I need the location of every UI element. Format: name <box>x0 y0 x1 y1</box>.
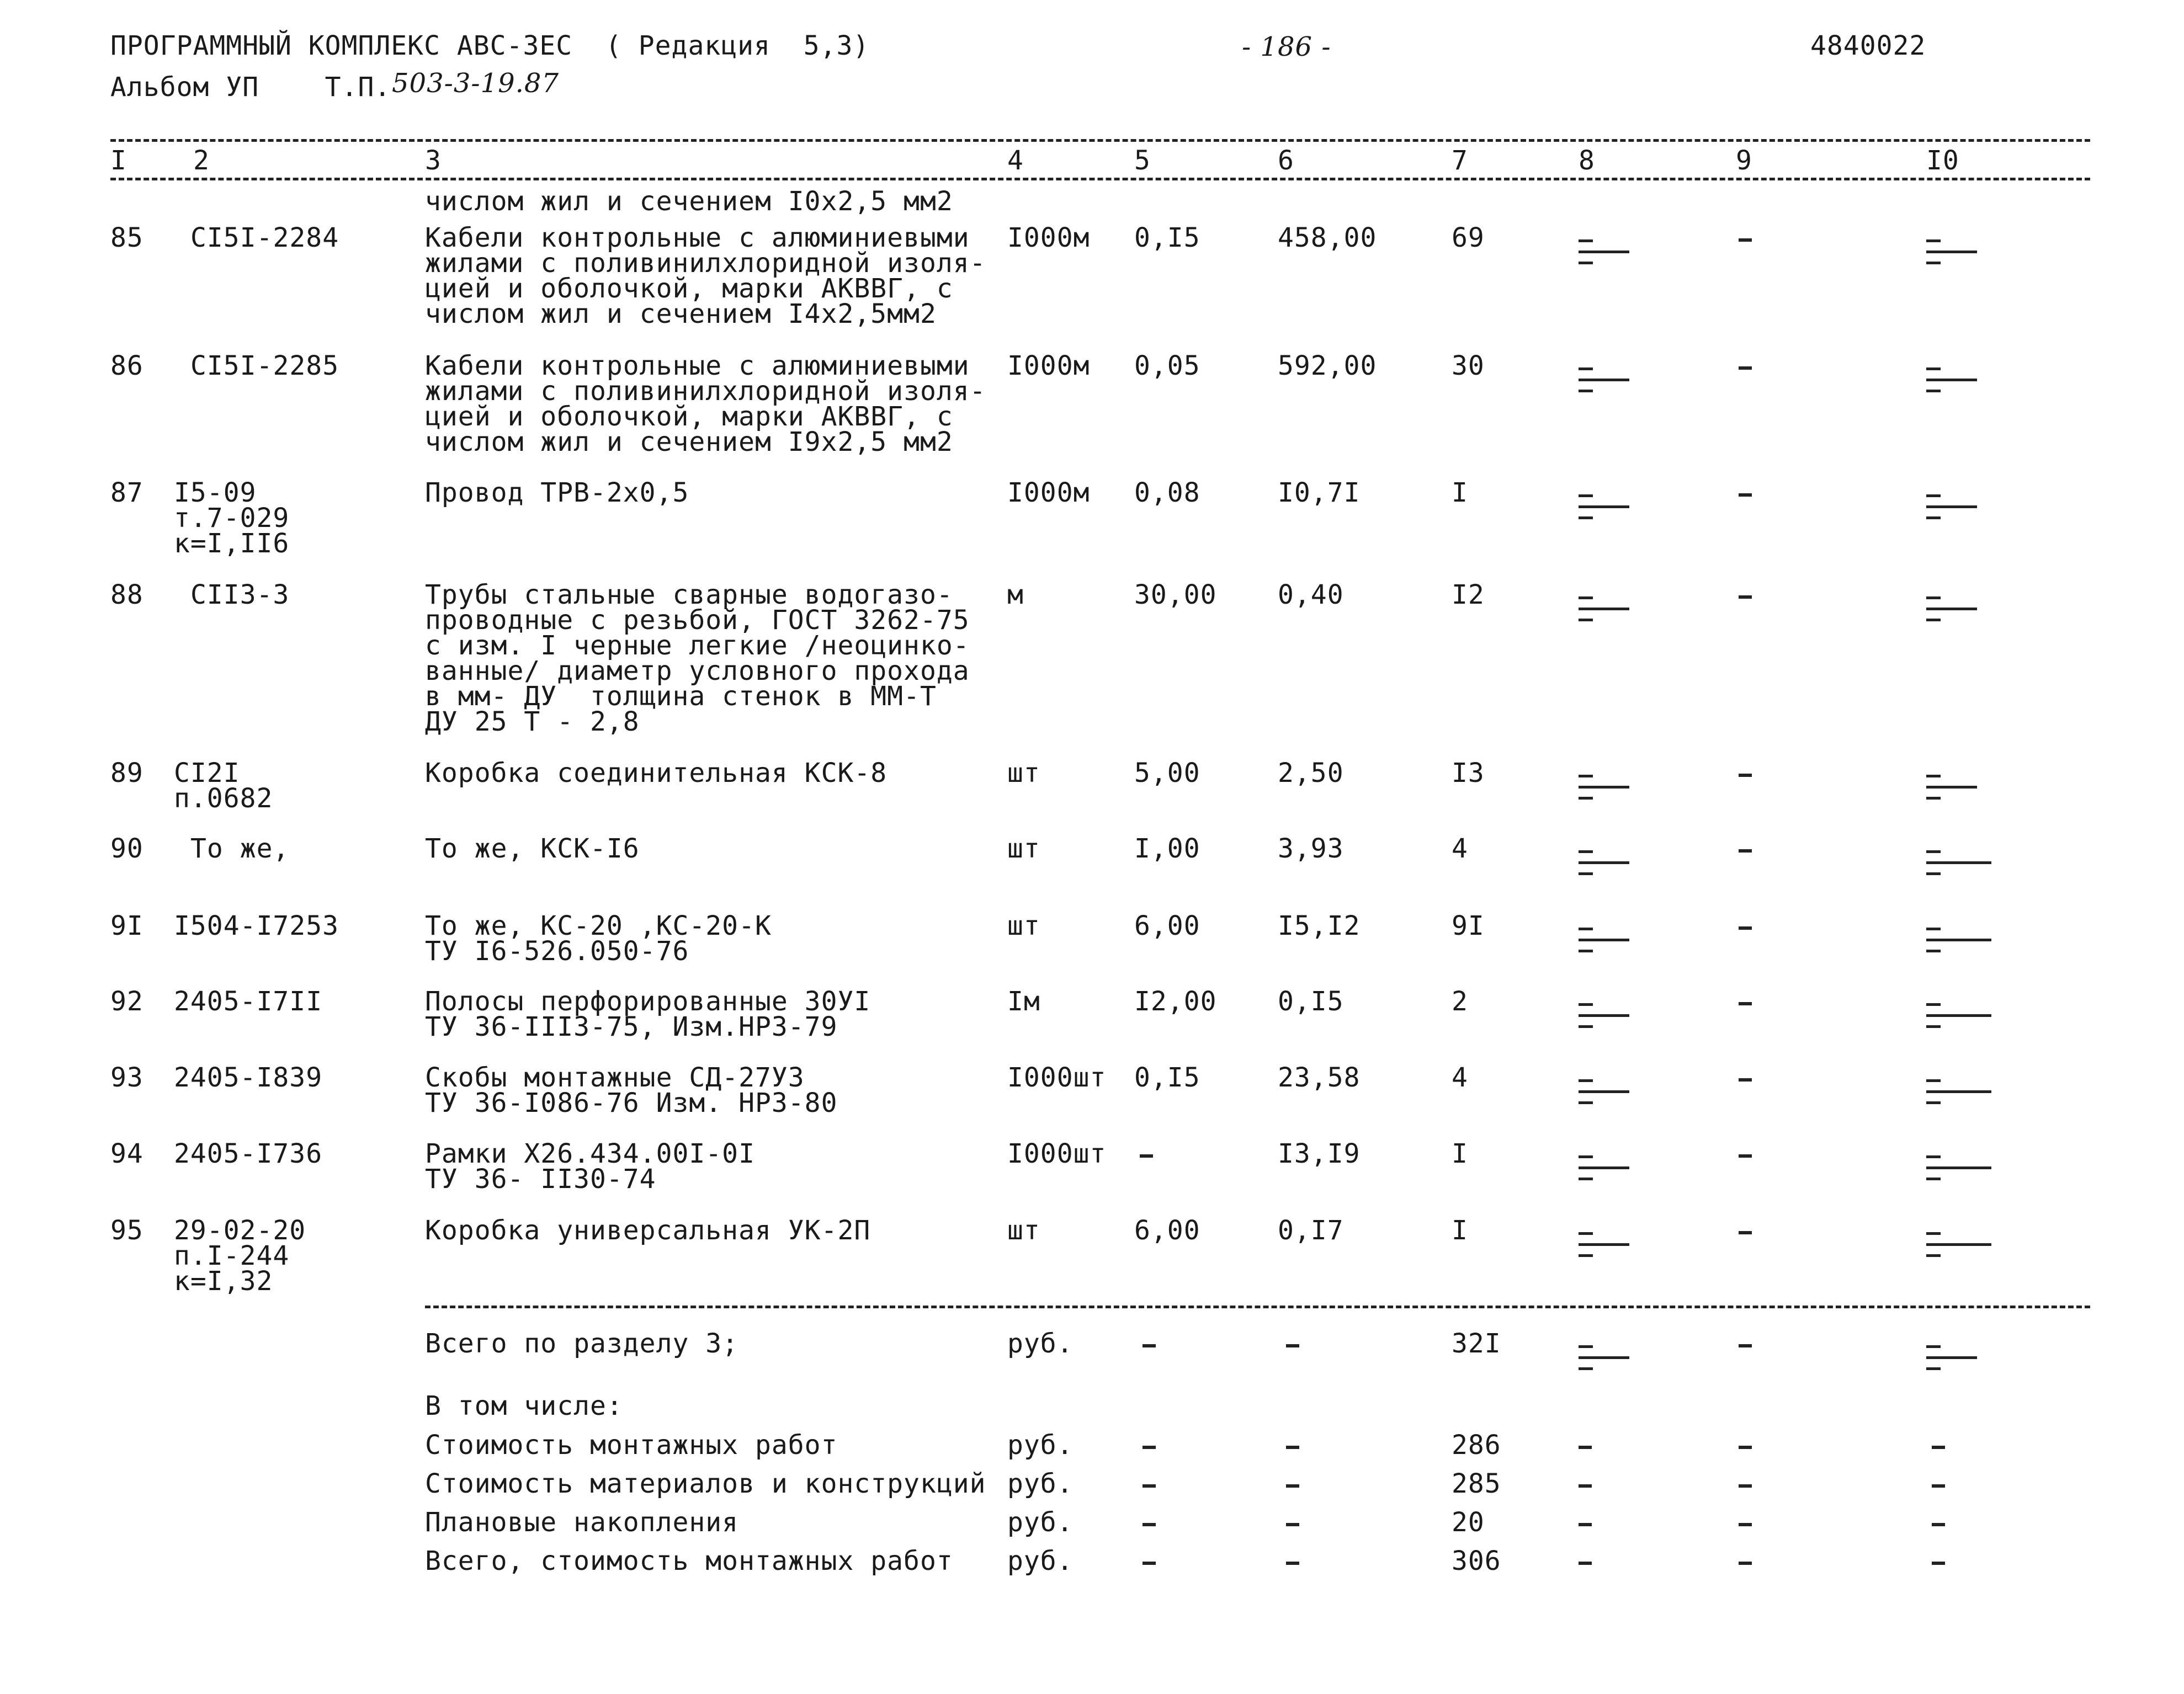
row-total: 30 <box>1452 350 1485 381</box>
carry-over-text: числом жил и сечением I0х2,5 мм2 <box>425 186 953 217</box>
dash-mark <box>1579 1562 1592 1565</box>
ditto-mark-icon <box>1926 771 1981 805</box>
ditto-mark-icon <box>1926 364 1981 397</box>
dash-mark <box>1739 1446 1752 1449</box>
row-code: п.I-244 <box>174 1240 290 1271</box>
dash-mark <box>1143 1523 1156 1526</box>
dash-mark <box>1739 595 1752 599</box>
row-code: I5-09 <box>174 477 257 508</box>
row-description: жилами с поливинилхлоридной изоля- <box>425 376 986 407</box>
summary-line-label: Стоимость монтажных работ <box>425 1430 838 1461</box>
summary-line-value: 286 <box>1452 1430 1501 1461</box>
ditto-mark-icon <box>1579 491 1634 524</box>
dash-mark <box>1579 1523 1592 1526</box>
ditto-mark-icon <box>1579 1076 1634 1109</box>
row-description: Кабели контрольные с алюминиевыми <box>425 222 970 253</box>
row-number: 89 <box>110 758 144 789</box>
row-description: ТУ 36- II30-74 <box>425 1164 656 1195</box>
row-unit: I000шт <box>1007 1062 1107 1093</box>
row-code: п.0682 <box>174 783 273 814</box>
summary-line-label: Плановые накопления <box>425 1507 739 1538</box>
row-price: 0,40 <box>1278 579 1344 610</box>
row-total: 2 <box>1452 986 1468 1017</box>
row-quantity: 6,00 <box>1134 1215 1200 1246</box>
dash-mark <box>1739 1231 1752 1234</box>
row-description: цией и оболочкой, марки АКВВГ, с <box>425 401 953 432</box>
row-description: Провод ТРВ-2х0,5 <box>425 477 689 508</box>
row-code: т.7-029 <box>174 503 290 534</box>
row-description: ТУ 36-III3-75, Изм.НР3-79 <box>425 1011 838 1042</box>
row-number: 90 <box>110 833 144 864</box>
summary-total-label: Всего по разделу 3; <box>425 1328 739 1359</box>
row-total: 9I <box>1452 910 1485 941</box>
ditto-mark-icon <box>1926 1152 1981 1185</box>
dash-mark <box>1739 1344 1752 1347</box>
ditto-mark-icon <box>1926 924 1981 957</box>
row-description: числом жил и сечением I9х2,5 мм2 <box>425 427 953 457</box>
row-total: 4 <box>1452 1062 1468 1093</box>
row-description: проводные с резьбой, ГОСТ 3262-75 <box>425 605 970 636</box>
ditto-mark-icon <box>1926 847 1981 880</box>
column-number: 5 <box>1134 145 1151 176</box>
row-code: CI5I-2284 <box>190 222 339 253</box>
row-description: То же, КС-20 ,КС-20-К <box>425 910 772 941</box>
row-unit: I000м <box>1007 222 1090 253</box>
dash-mark <box>1932 1446 1945 1449</box>
row-quantity: 0,08 <box>1134 477 1200 508</box>
ditto-mark-icon <box>1926 593 1981 626</box>
dash-mark <box>1739 1078 1752 1082</box>
document-number: 4840022 <box>1810 30 1926 61</box>
summary-line-label: Всего, стоимость монтажных работ <box>425 1546 953 1576</box>
column-number: 4 <box>1007 145 1024 176</box>
ditto-mark-icon <box>1926 236 1981 269</box>
summary-rule <box>425 1306 2090 1308</box>
dash-mark <box>1739 1523 1752 1526</box>
column-number: 6 <box>1278 145 1294 176</box>
dash-mark <box>1932 1484 1945 1488</box>
ditto-mark-icon <box>1579 364 1634 397</box>
summary-line-value: 285 <box>1452 1468 1501 1499</box>
summary-line-unit: руб. <box>1007 1468 1074 1499</box>
row-number: 94 <box>110 1138 144 1169</box>
row-description: Скобы монтажные СД-27У3 <box>425 1062 805 1093</box>
row-quantity: 30,00 <box>1134 579 1217 610</box>
ditto-mark-icon <box>1579 236 1634 269</box>
dash-mark <box>1286 1446 1299 1449</box>
row-number: 85 <box>110 222 144 253</box>
column-number: 7 <box>1452 145 1468 176</box>
program-title: ПРОГРАММНЫЙ КОМПЛЕКС АВС-ЗЕС ( Редакция 5,3) <box>110 30 870 61</box>
dash-mark <box>1579 1484 1592 1488</box>
row-total: I <box>1452 1215 1468 1246</box>
summary-line-value: 20 <box>1452 1507 1485 1538</box>
row-description: с изм. I черные легкие /неоцинко- <box>425 630 970 661</box>
summary-line-unit: руб. <box>1007 1507 1074 1538</box>
ditto-mark-icon <box>1579 771 1634 805</box>
ditto-mark-icon <box>1579 847 1634 880</box>
row-description: числом жил и сечением I4х2,5мм2 <box>425 299 937 329</box>
header-rule-bottom <box>110 178 2090 180</box>
summary-line-value: 306 <box>1452 1546 1501 1576</box>
ditto-mark-icon <box>1579 924 1634 957</box>
dash-mark <box>1143 1446 1156 1449</box>
row-total: I <box>1452 1138 1468 1169</box>
page-number: - 186 - <box>1242 31 1331 62</box>
dash-mark <box>1739 238 1752 242</box>
row-total: 4 <box>1452 833 1468 864</box>
row-description: ТУ I6-526.050-76 <box>425 936 689 967</box>
summary-line-label: Стоимость материалов и конструкций <box>425 1468 986 1499</box>
row-description: жилами с поливинилхлоридной изоля- <box>425 248 986 279</box>
ditto-mark-icon <box>1579 1000 1634 1033</box>
album-label: Альбом УП Т.П. <box>110 72 391 103</box>
row-description: Трубы стальные сварные водогазо- <box>425 579 953 610</box>
row-unit: шт <box>1007 758 1040 789</box>
row-price: I5,I2 <box>1278 910 1361 941</box>
dash-mark <box>1739 493 1752 497</box>
dash-mark <box>1286 1562 1299 1565</box>
dash-mark <box>1143 1344 1156 1347</box>
column-number: 8 <box>1579 145 1595 176</box>
row-number: 93 <box>110 1062 144 1093</box>
dash-mark <box>1286 1484 1299 1488</box>
row-price: 2,50 <box>1278 758 1344 789</box>
row-description: ТУ 36-I086-76 Изм. НР3-80 <box>425 1088 838 1118</box>
ditto-mark-icon <box>1579 1152 1634 1185</box>
header-rule-top <box>110 139 2090 142</box>
dash-mark <box>1739 774 1752 777</box>
dash-mark <box>1739 1002 1752 1005</box>
row-price: 3,93 <box>1278 833 1344 864</box>
row-number: 88 <box>110 579 144 610</box>
row-unit: I000м <box>1007 350 1090 381</box>
row-description: ДУ 25 Т - 2,8 <box>425 706 640 737</box>
dash-mark <box>1286 1523 1299 1526</box>
ditto-mark-icon <box>1926 1076 1981 1109</box>
row-number: 92 <box>110 986 144 1017</box>
summary-line-unit: руб. <box>1007 1430 1074 1461</box>
column-number: I <box>110 145 127 176</box>
row-price: I0,7I <box>1278 477 1361 508</box>
tp-code: 503-3-19.87 <box>392 68 560 99</box>
ditto-mark-icon <box>1579 1342 1634 1375</box>
row-description: Рамки Х26.434.00I-0I <box>425 1138 755 1169</box>
row-code: I504-I7253 <box>174 910 339 941</box>
row-unit: м <box>1007 579 1024 610</box>
column-number: 2 <box>193 145 210 176</box>
row-description: ванные/ диаметр условного прохода <box>425 656 970 686</box>
row-code: к=I,32 <box>174 1266 273 1297</box>
dash-mark <box>1739 926 1752 930</box>
summary-total-value: 32I <box>1452 1328 1501 1359</box>
ditto-mark-icon <box>1926 1342 1981 1375</box>
row-description: в мм- ДУ толщина стенок в ММ-Т <box>425 681 937 712</box>
row-code: 2405-I7II <box>174 986 323 1017</box>
summary-total-unit: руб. <box>1007 1328 1074 1359</box>
row-description: цией и оболочкой, марки АКВВГ, с <box>425 273 953 304</box>
row-code: 2405-I839 <box>174 1062 323 1093</box>
ditto-mark-icon <box>1579 1229 1634 1262</box>
dash-mark <box>1739 366 1752 370</box>
dash-mark <box>1739 1154 1752 1158</box>
row-code: 2405-I736 <box>174 1138 323 1169</box>
row-code: CII3-3 <box>190 579 290 610</box>
ditto-mark-icon <box>1926 1000 1981 1033</box>
dash-mark <box>1143 1562 1156 1565</box>
including-label: В том числе: <box>425 1391 623 1421</box>
row-total: I3 <box>1452 758 1485 789</box>
row-unit: шт <box>1007 1215 1040 1246</box>
row-unit: Iм <box>1007 986 1040 1017</box>
row-total: 69 <box>1452 222 1485 253</box>
row-quantity: I,00 <box>1134 833 1200 864</box>
ditto-mark-icon <box>1926 1229 1981 1262</box>
row-code: CI5I-2285 <box>190 350 339 381</box>
dash-mark <box>1143 1484 1156 1488</box>
row-total: I2 <box>1452 579 1485 610</box>
row-number: 95 <box>110 1215 144 1246</box>
dash-mark <box>1932 1523 1945 1526</box>
row-description: То же, КСК-I6 <box>425 833 640 864</box>
ditto-mark-icon <box>1579 593 1634 626</box>
row-price: I3,I9 <box>1278 1138 1361 1169</box>
summary-line-unit: руб. <box>1007 1546 1074 1576</box>
row-code: к=I,II6 <box>174 528 290 559</box>
row-unit: I000м <box>1007 477 1090 508</box>
row-description: Коробка универсальная УК-2П <box>425 1215 871 1246</box>
dash-mark <box>1739 1562 1752 1565</box>
row-number: 87 <box>110 477 144 508</box>
row-unit: I000шт <box>1007 1138 1107 1169</box>
dash-mark <box>1140 1154 1153 1158</box>
row-code: То же, <box>190 833 290 864</box>
row-price: 458,00 <box>1278 222 1377 253</box>
row-price: 592,00 <box>1278 350 1377 381</box>
row-code: CI2I <box>174 758 240 789</box>
dash-mark <box>1739 849 1752 853</box>
row-price: 0,I7 <box>1278 1215 1344 1246</box>
dash-mark <box>1739 1484 1752 1488</box>
row-quantity: 5,00 <box>1134 758 1200 789</box>
column-number: 3 <box>425 145 442 176</box>
row-quantity: 6,00 <box>1134 910 1200 941</box>
row-code: 29-02-20 <box>174 1215 306 1246</box>
row-description: Полосы перфорированные 30УI <box>425 986 871 1017</box>
row-quantity: 0,05 <box>1134 350 1200 381</box>
row-unit: шт <box>1007 910 1040 941</box>
row-number: 9I <box>110 910 144 941</box>
column-number: 9 <box>1736 145 1752 176</box>
row-quantity: 0,I5 <box>1134 1062 1200 1093</box>
row-price: 23,58 <box>1278 1062 1361 1093</box>
dash-mark <box>1932 1562 1945 1565</box>
ditto-mark-icon <box>1926 491 1981 524</box>
row-price: 0,I5 <box>1278 986 1344 1017</box>
row-unit: шт <box>1007 833 1040 864</box>
row-description: Коробка соединительная КСК-8 <box>425 758 888 789</box>
dash-mark <box>1579 1446 1592 1449</box>
row-description: Кабели контрольные с алюминиевыми <box>425 350 970 381</box>
row-quantity: I2,00 <box>1134 986 1217 1017</box>
row-quantity: 0,I5 <box>1134 222 1200 253</box>
row-number: 86 <box>110 350 144 381</box>
row-total: I <box>1452 477 1468 508</box>
column-number: I0 <box>1926 145 1959 176</box>
dash-mark <box>1286 1344 1299 1347</box>
